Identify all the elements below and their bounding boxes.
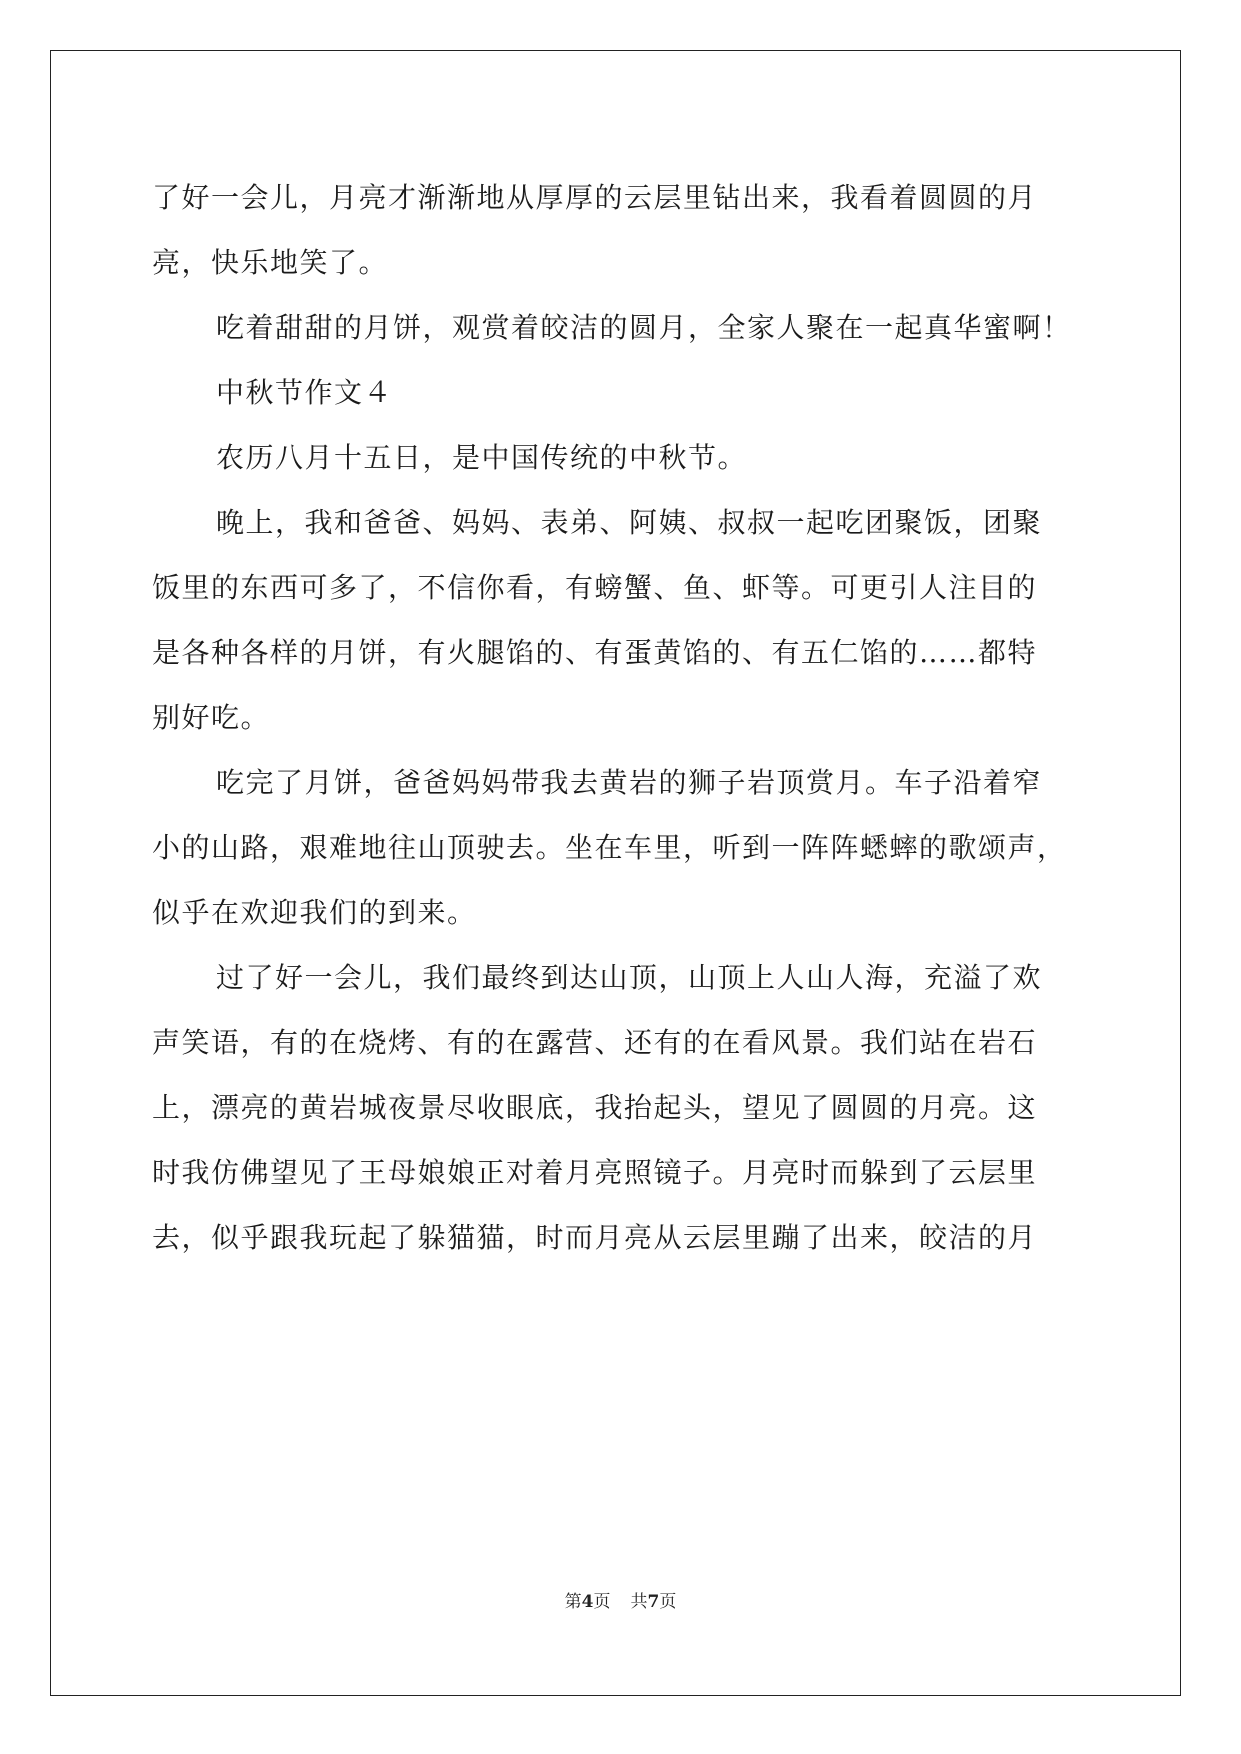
text-line: 吃完了月饼，爸爸妈妈带我去黄岩的狮子岩顶赏月。车子沿着窄 [216,766,1043,799]
page-suffix: 页 [593,1592,611,1612]
text-line: 似乎在欢迎我们的到来。 [152,896,477,929]
text-line: 是各种各样的月饼，有火腿馅的、有蛋黄馅的、有五仁馅的……都特 [152,636,1038,669]
text-line: 吃着甜甜的月饼，观赏着皎洁的圆月，全家人聚在一起真华蜜啊！ [216,311,1072,344]
text-line: 饭里的东西可多了，不信你看，有螃蟹、鱼、虾等。可更引人注目的 [152,571,1038,604]
text-line: 声笑语，有的在烧烤、有的在露营、还有的在看风景。我们站在岩石 [152,1026,1038,1059]
section-heading: 中秋节作文４ [216,376,394,409]
text-line: 去，似乎跟我玩起了躲猫猫，时而月亮从云层里蹦了出来，皎洁的月 [152,1221,1038,1254]
text-line: 别好吃。 [152,701,271,734]
total-prefix: 共 [630,1592,648,1612]
text-line: 上，漂亮的黄岩城夜景尽收眼底，我抬起头，望见了圆圆的月亮。这 [152,1091,1038,1124]
text-line: 时我仿佛望见了王母娘娘正对着月亮照镜子。月亮时而躲到了云层里 [152,1156,1038,1189]
text-line: 了好一会儿，月亮才渐渐地从厚厚的云层里钻出来，我看着圆圆的月 [152,181,1038,214]
text-line: 过了好一会儿，我们最终到达山顶，山顶上人山人海，充溢了欢 [216,961,1043,994]
total-suffix: 页 [659,1592,677,1612]
text-line: 晚上，我和爸爸、妈妈、表弟、阿姨、叔叔一起吃团聚饭，团聚 [216,506,1043,539]
page-prefix: 第 [564,1592,582,1612]
total-pages: 7 [647,1592,660,1612]
document-body [152,165,1087,1270]
text-line: 农历八月十五日，是中国传统的中秋节。 [216,441,748,474]
text-line: 亮，快乐地笑了。 [152,246,389,279]
text-line: 小的山路，艰难地往山顶驶去。坐在车里，听到一阵阵蟋蟀的歌颂声， [152,831,1067,864]
page-number: 4 [581,1592,594,1612]
page-footer [0,1590,1241,1614]
